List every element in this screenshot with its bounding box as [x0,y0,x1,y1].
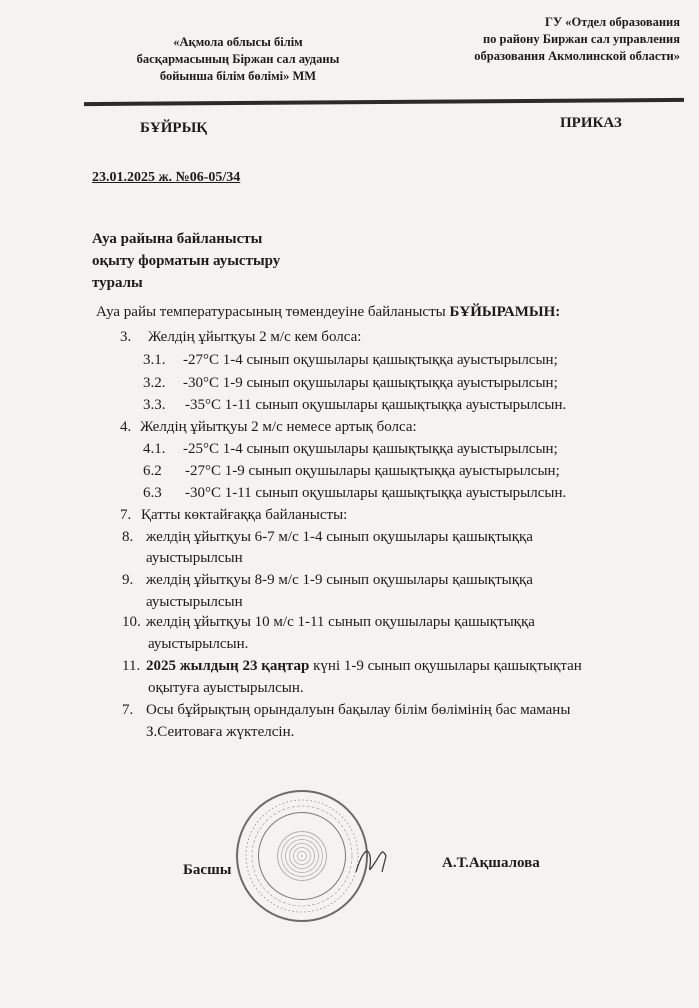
item-7-control [122,702,570,719]
title-kazakh: БҰЙРЫҚ [140,120,208,136]
item-7-ice [120,507,347,524]
item-text: Желдің ұйытқуы 2 м/с немесе артық болса: [140,419,417,435]
item-number: 3.1. [143,352,166,368]
item-number: 6.3 [143,485,162,501]
item-9-continuation: ауыстырылсын [146,594,243,610]
item-number: 8. [122,529,134,545]
official-seal [236,790,368,922]
item-4-2 [143,463,560,480]
item-3-1 [143,352,558,369]
signature-icon [352,842,392,878]
header-kazakh [88,34,388,85]
item-text: желдің ұйытқуы 8-9 м/с 1-9 сынып оқушылары қашықтыққа [146,572,533,588]
item-text: -30°С 1-9 сынып оқушылары қашықтыққа ауыстырылсын; [183,375,558,391]
header-right-line-2: по району Биржан сал управления [482,32,680,46]
emblem-icon [277,831,327,881]
subject-line-1: Ауа райына байланысты [92,231,263,247]
item-7-control-continuation: З.Сеитоваға жүктелсін. [146,724,295,740]
item-text: Осы бұйрықтың орындалуын бақылау білім бөлімінің бас маманы [146,702,571,718]
subject-block [92,228,280,294]
item-8 [122,529,533,546]
header-left-line-1: «Ақмола облысы білім [173,35,303,49]
item-number: 7. [120,507,132,523]
intro-order-word: БҰЙЫРАМЫН: [449,304,561,320]
item-text: желдің ұйытқуы 10 м/с 1-11 сынып оқушылары қашықтыққа [146,614,535,630]
subject-line-2: оқыту форматын ауыстыру [92,253,281,269]
item-number: 6.2 [143,463,162,479]
item-3 [120,329,361,346]
seal-inner-ring [258,812,346,900]
header-divider [84,98,684,106]
intro-text [96,304,560,321]
item-4-1 [143,441,558,458]
subject-line-3: туралы [92,275,143,291]
item-number: 11. [122,658,141,674]
item-9 [122,572,533,589]
item-text: Желдің ұйытқуы 2 м/с кем болса: [148,329,362,345]
item-number: 7. [122,702,134,718]
header-left-line-3: бойынша білім бөлімі» ММ [159,69,317,83]
item-10 [122,614,535,631]
item-number: 4.1. [143,441,166,457]
item-text: күні 1-9 сынып оқушылары қашықтықтан [309,658,582,674]
item-8-continuation: ауыстырылсын [146,550,243,566]
item-11 [122,658,582,675]
item-10-continuation: ауыстырылсын. [148,636,249,652]
item-number: 10. [122,614,141,630]
header-russian [420,14,680,65]
date-number: 23.01.2025 ж. №06-05/34 [92,170,241,185]
item-number: 4. [120,419,132,435]
item-text: Қатты көктайғаққа байланысты: [141,507,348,523]
item-text: -25°С 1-4 сынып оқушылары қашықтыққа ауыстырылсын; [183,441,558,457]
item-3-2 [143,375,558,392]
intro-plain: Ауа райы температурасының төмендеуіне байланысты [96,304,450,320]
item-text: -27°С 1-4 сынып оқушылары қашықтыққа ауыстырылсын; [183,352,558,368]
header-right-line-1: ГУ «Отдел образования [545,15,680,29]
item-number: 3.3. [143,397,166,413]
header-right-line-3: образования Акмолинской области» [474,49,680,63]
item-date-bold: 2025 жылдың 23 қаңтар [146,658,310,674]
signer-role: Басшы [183,862,232,878]
item-4-3 [143,485,566,502]
item-4 [120,419,417,436]
item-number: 3.2. [143,375,166,391]
item-text: -35°С 1-11 сынып оқушылары қашықтыққа ауыстырылсын. [185,397,567,413]
header-left-line-2: басқармасының Біржан сал ауданы [136,52,340,66]
item-number: 9. [122,572,134,588]
item-3-3 [143,397,566,414]
signer-name: А.Т.Ақшалова [442,855,540,871]
item-number: 3. [120,329,132,345]
item-text: -30°С 1-11 сынып оқушылары қашықтыққа ауыстырылсын. [185,485,567,501]
item-text: желдің ұйытқуы 6-7 м/с 1-4 сынып оқушылары қашықтыққа [146,529,533,545]
title-russian: ПРИКАЗ [560,115,622,131]
item-11-continuation: оқытуға ауыстырылсын. [148,680,304,696]
item-text: -27°С 1-9 сынып оқушылары қашықтыққа ауыстырылсын; [185,463,560,479]
